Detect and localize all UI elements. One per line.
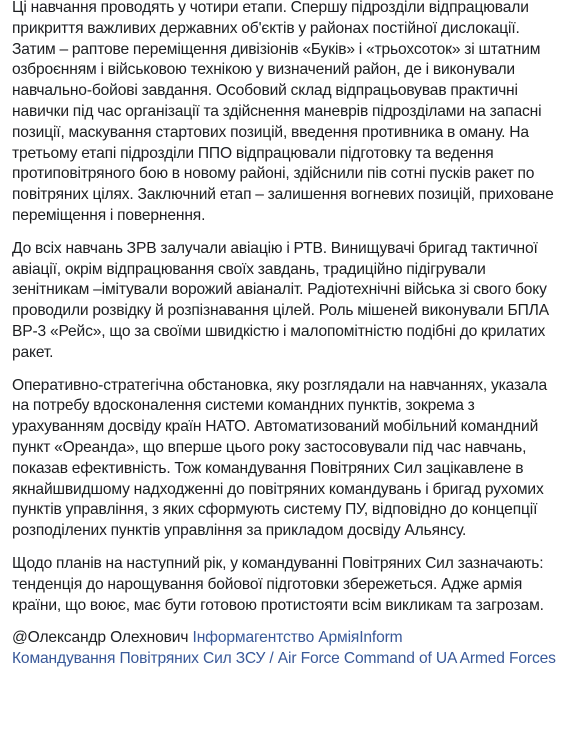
paragraph-plans: Щодо планів на наступний рік, у командуванні Повітряних Сил зазначають: тенденція до нарощування бойової підготовки збережеться. Адже армія країни, що воює, має бути готовою протистояти всім викликам та загрозам.	[12, 554, 544, 614]
paragraph-stages: Ці навчання проводять у чотири етапи. Спершу підрозділи відпрацювали прикриття важливих державних об'єктів у районах постійної дислокації. Затим – раптове переміщення дивізіонів «Буків» і «трьохсоток» зі штатним озброєнням і військовою технікою у визначений район, де і виконували навчально-бойові завдання. Особовий склад відпрацьовував практичні навички під час організації та здійснення маневрів підрозділами на запасні позиції, маскування стартових позицій, введення противника в оману. На третьому етапі підрозділи ППО відпрацювали підготовку та ведення протиповітряного бою в новому районі, здійснили пів сотні пусків ракет по повітряних цілях. Заключний етап – залишення вогневих позицій, приховане переміщення і повернення.	[12, 0, 554, 224]
post-signature	[12, 628, 563, 670]
link-armyinform[interactable]: Інформагентство АрміяInform	[192, 629, 403, 647]
paragraph-aviation: До всіх навчань ЗРВ залучали авіацію і РТВ. Винищувачі бригад тактичної авіації, окрім відпрацювання своїх завдань, традиційно підігрували зенітникам –імітували ворожий авіаналіт. Радіотехнічні війська зі свого боку проводили розвідку й розпізнавання цілей. Роль мішеней виконували БПЛА ВР-3 «Рейс», що за своїми швидкістю і малопомітністю подібні до крилатих ракет.	[12, 239, 549, 361]
author-tag: @Олександр Олехнович	[12, 629, 189, 647]
paragraph-command-posts: Оперативно-стратегічна обстановка, яку розглядали на навчаннях, указала на потребу вдосконалення системи командних пунктів, зокрема з урахуванням досвіду країн НАТО. Автоматизований мобільний командний пункт «Ореанда», що вперше цього року застосовували під час навчань, показав ефективність. Тож командування Повітряних Сил зацікавлене в якнайшвидшому надходженні до повітряних командувань і бригад рухомих пунктів управління, з яких сформують систему ПУ, відповідно до концепції розподілених пунктів управління за прикладом досвіду Альянсу.	[12, 376, 547, 540]
link-air-force-command[interactable]: Командування Повітряних Сил ЗСУ / Air Force Command of UA Armed Forces	[12, 650, 556, 668]
